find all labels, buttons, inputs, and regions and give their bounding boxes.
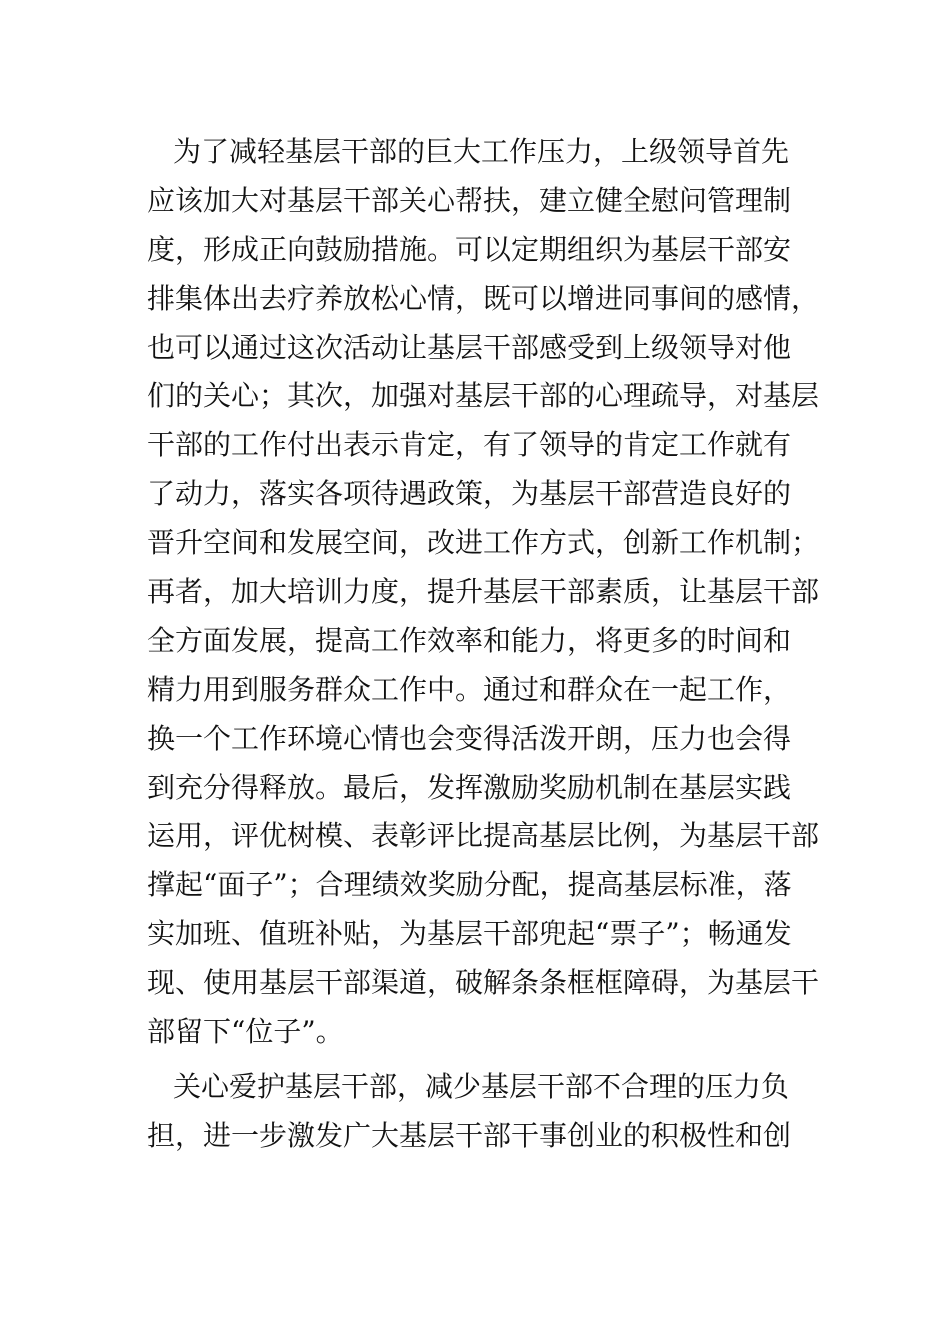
- paragraph-line: 精力用到服务群众工作中。通过和群众在一起工作，: [147, 672, 792, 706]
- paragraph-line: 撑起“面子”；合理绩效奖励分配，提高基层标准，落: [147, 868, 792, 902]
- paragraph-1: [147, 128, 827, 1057]
- paragraph-line: 全方面发展，提高工作效率和能力，将更多的时间和: [147, 623, 792, 657]
- paragraph-2: [147, 1063, 827, 1161]
- paragraph-line: 担，进一步激发广大基层干部干事创业的积极性和创: [147, 1118, 792, 1152]
- paragraph-line: 应该加大对基层干部关心帮扶，建立健全慰问管理制: [147, 183, 792, 217]
- paragraph-line: 也可以通过这次活动让基层干部感受到上级领导对他: [147, 330, 792, 364]
- paragraph-line: 实加班、值班补贴，为基层干部兜起“票子”；畅通发: [147, 917, 792, 951]
- paragraph-line: 晋升空间和发展空间，改进工作方式，创新工作机制；: [147, 526, 820, 560]
- paragraph-line: 现、使用基层干部渠道，破解条条框框障碍，为基层干: [147, 966, 820, 1000]
- paragraph-line: 再者，加大培训力度，提升基层干部素质，让基层干部: [147, 575, 820, 609]
- paragraph-line: 了动力，落实各项待遇政策，为基层干部营造良好的: [147, 477, 792, 511]
- document-body: [147, 128, 827, 1161]
- paragraph-line: 度，形成正向鼓励措施。可以定期组织为基层干部安: [147, 232, 792, 266]
- paragraph-line: 们的关心；其次，加强对基层干部的心理疏导，对基层: [147, 379, 820, 413]
- paragraph-line: 换一个工作环境心情也会变得活泼开朗，压力也会得: [147, 721, 792, 755]
- paragraph-line: 关心爱护基层干部，减少基层干部不合理的压力负: [173, 1069, 790, 1103]
- paragraph-line: 干部的工作付出表示肯定，有了领导的肯定工作就有: [147, 428, 792, 462]
- paragraph-line: 到充分得释放。最后，发挥激励奖励机制在基层实践: [147, 770, 792, 804]
- paragraph-line: 排集体出去疗养放松心情，既可以增进同事间的感情，: [147, 281, 820, 315]
- paragraph-line: 为了减轻基层干部的巨大工作压力，上级领导首先: [173, 135, 790, 168]
- paragraph-line: 运用，评优树模、表彰评比提高基层比例，为基层干部: [147, 819, 820, 853]
- paragraph-line: 部留下“位子”。: [147, 1015, 344, 1049]
